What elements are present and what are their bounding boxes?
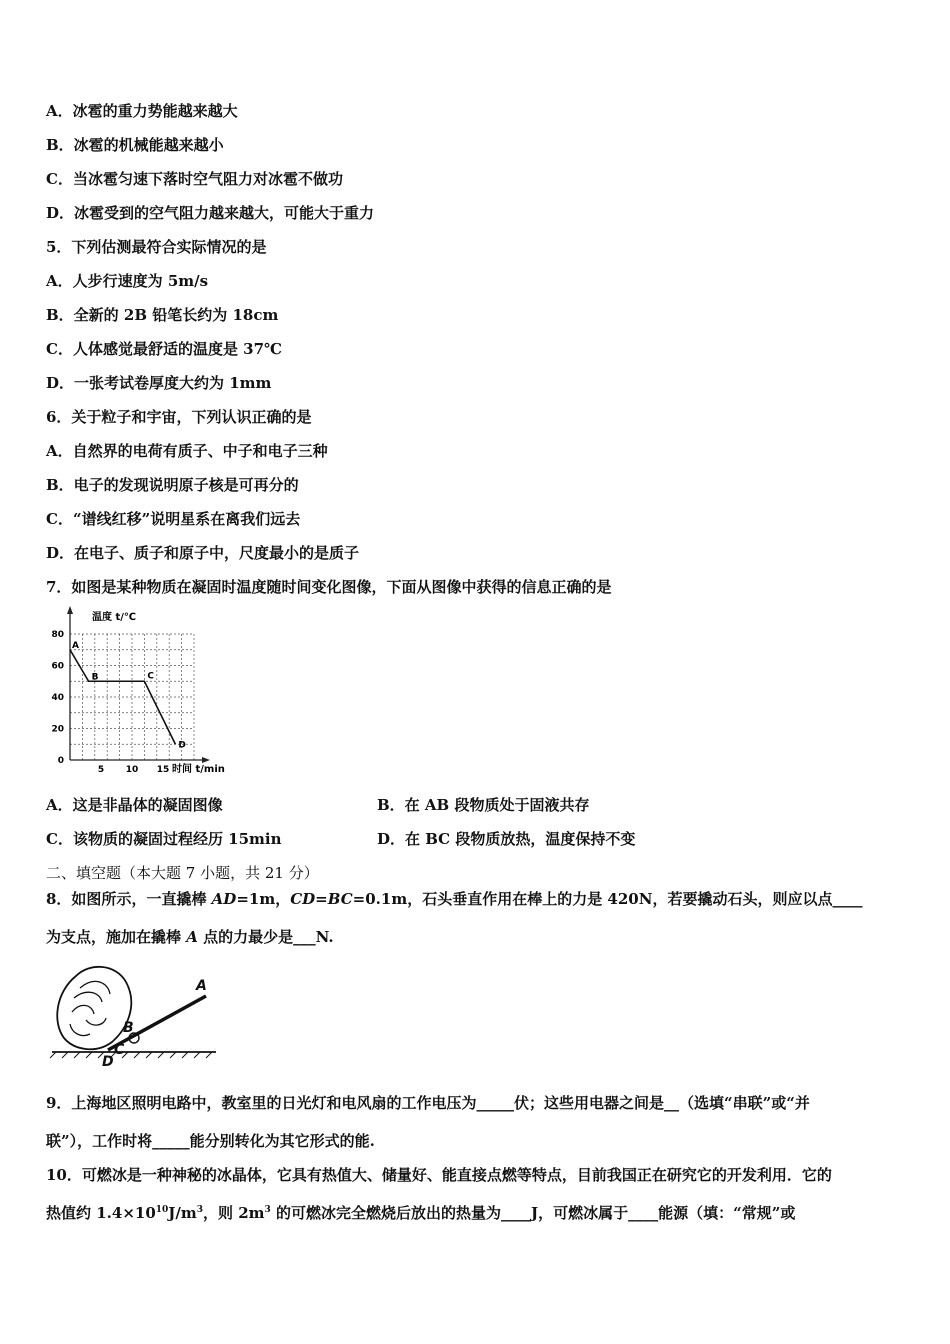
y-tick-label: 20 bbox=[51, 724, 64, 735]
chart-grid bbox=[70, 634, 194, 760]
x-tick-label: 5 bbox=[97, 765, 105, 774]
point-label-c: C bbox=[147, 671, 155, 682]
q7-stem: 7．如图是某种物质在凝固时温度随时间变化图像，下面从图像中获得的信息正确的是 bbox=[46, 578, 612, 596]
q6-option-d: D．在电子、质子和原子中，尺度最小的是质子 bbox=[46, 544, 360, 562]
q6-stem: 6．关于粒子和宇宙，下列认识正确的是 bbox=[46, 408, 312, 426]
x-axis-label: 时间 t/min bbox=[172, 764, 225, 774]
section-2-title: 二、填空题（本大题 7 小题，共 21 分） bbox=[46, 864, 319, 882]
label-c: C bbox=[114, 1042, 125, 1058]
lever-rock-figure bbox=[46, 958, 226, 1068]
q7-option-a: A．这是非晶体的凝固图像 bbox=[46, 796, 223, 814]
q7-option-b: B．在 AB 段物质处于固液共存 bbox=[377, 796, 590, 814]
q7-option-d: D．在 BC 段物质放热，温度保持不变 bbox=[377, 830, 636, 848]
q8-line-1: 8．如图所示，一直撬棒 AD=1m，CD=BC=0.1m，石头垂直作用在棒上的力是 420N，若要撬动石头，则应以点____ bbox=[46, 890, 863, 908]
point-label-d: D bbox=[178, 740, 186, 751]
point-label-b: B bbox=[91, 672, 99, 683]
q6-option-a: A．自然界的电荷有质子、中子和电子三种 bbox=[46, 442, 328, 460]
x-tick-label: 10 bbox=[125, 765, 139, 774]
q7-option-c: C．该物质的凝固过程经历 15min bbox=[46, 830, 282, 848]
x-axis-arrow bbox=[202, 757, 210, 763]
y-tick-label: 80 bbox=[51, 630, 64, 640]
y-tick-label: 40 bbox=[51, 693, 64, 703]
q9-line-2: 联”），工作时将_____能分别转化为其它形式的能. bbox=[46, 1132, 375, 1150]
label-d: D bbox=[102, 1054, 114, 1068]
q5-option-a: A．人步行速度为 5m/s bbox=[46, 272, 209, 290]
y-tick-label: 0 bbox=[57, 756, 64, 766]
y-axis-label: 温度 t/℃ bbox=[92, 612, 137, 623]
y-axis-arrow bbox=[67, 606, 73, 614]
rock-outline bbox=[57, 967, 131, 1049]
x-tick-label: 15 bbox=[156, 765, 170, 774]
q5-option-c: C．人体感觉最舒适的温度是 37℃ bbox=[46, 340, 283, 358]
q5-option-b: B．全新的 2B 铅笔长约为 18cm bbox=[46, 306, 279, 324]
q8-line-2: 为支点，施加在撬棒 A 点的力最少是___N. bbox=[46, 928, 334, 946]
cooling-curve-chart bbox=[44, 604, 240, 774]
q9-line-1: 9．上海地区照明电路中，教室里的日光灯和电风扇的工作电压为_____伏；这些用电器之间是__（选填“串联”或“并 bbox=[46, 1094, 810, 1112]
q5-option-d: D．一张考试卷厚度大约为 1mm bbox=[46, 374, 272, 392]
q10-line-2: 热值约 $1.4\times 10^{10}J/m^3$，则 $2m^3$ 的可燃冰完全燃烧后放出的热量为____J，可燃冰属于____能源（填：“常规”或 bbox=[46, 1204, 796, 1222]
q4-option-b: B．冰雹的机械能越来越小 bbox=[46, 136, 224, 154]
q4-option-d: D．冰雹受到的空气阻力越来越大，可能大于重力 bbox=[46, 204, 375, 222]
q4-option-a: A．冰雹的重力势能越来越大 bbox=[46, 102, 238, 120]
q6-option-c: C．“谱线红移”说明星系在离我们远去 bbox=[46, 510, 301, 528]
label-b: B bbox=[123, 1020, 134, 1036]
q6-option-b: B．电子的发现说明原子核是可再分的 bbox=[46, 476, 299, 494]
label-a: A bbox=[196, 978, 207, 994]
point-label-a: A bbox=[72, 640, 79, 651]
y-tick-label: 60 bbox=[51, 661, 64, 672]
q4-option-c: C．当冰雹匀速下落时空气阻力对冰雹不做功 bbox=[46, 170, 343, 188]
q10-line-1: 10．可燃冰是一种神秘的冰晶体，它具有热值大、储量好、能直接点燃等特点，目前我国正在研究它的开发利用．它的 bbox=[46, 1166, 832, 1184]
q5-stem: 5．下列估测最符合实际情况的是 bbox=[46, 238, 267, 256]
